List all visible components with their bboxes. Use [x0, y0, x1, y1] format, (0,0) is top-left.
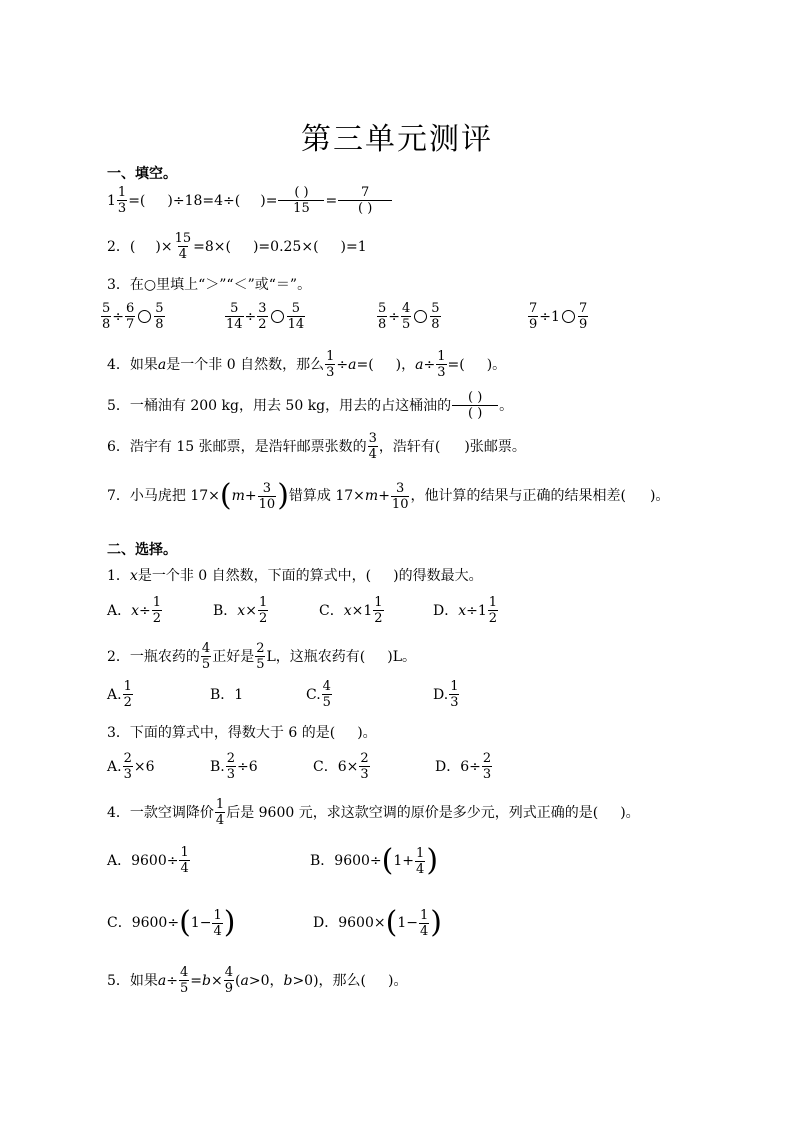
fraction: $\frac{1}{4}$	[215, 797, 225, 828]
choice-q2-option-a[interactable]: A. $\frac{1}{2}$	[107, 679, 132, 710]
section-choice-heading: 二、选择。	[107, 542, 177, 558]
choice-q2: 2．一瓶农药的 $\frac{4}{5}$ 正好是 $\frac{2}{5}$ L，这瓶农药有( )L。	[107, 641, 417, 672]
fraction-blank: $\frac{7}{( )}$	[338, 186, 392, 215]
compare-1: $\frac{5}{8}$ ÷ $\frac{6}{7}$ $\frac{5}{8}$	[102, 301, 164, 332]
choice-q1-option-b[interactable]: B． x × $\frac{1}{2}$	[213, 595, 268, 626]
q1-text: )=	[260, 192, 278, 209]
fill-q6: 6．浩宇有 15 张邮票，是浩轩邮票张数的 $\frac{3}{4}$ ，浩轩有( )张邮票。	[107, 431, 526, 462]
fraction: $\frac{4}{5}$	[322, 679, 331, 710]
choice-q4-option-a[interactable]: A．9600÷ $\frac{1}{4}$	[107, 845, 189, 876]
choice-q4-option-b[interactable]: B．9600÷ ( 1 + $\frac{1}{4}$ )	[310, 843, 439, 878]
choice-q3-option-d[interactable]: D．6÷ $\frac{2}{3}$	[435, 751, 492, 782]
fraction: $\frac{1}{4}$	[213, 907, 222, 939]
choice-q1-option-c[interactable]: C． x × 1 $\frac{1}{2}$	[319, 595, 383, 626]
fraction: $\frac{1}{2}$	[374, 595, 383, 626]
fraction: $\frac{3}{10}$	[391, 480, 409, 512]
fraction: $\frac{2}{5}$	[256, 641, 265, 672]
compare-circle[interactable]	[271, 310, 284, 323]
fraction: $\frac{2}{3}$	[482, 751, 492, 782]
fraction: $\frac{15}{4}$	[174, 231, 192, 262]
choice-q4-option-c[interactable]: C．9600÷ ( 1 − $\frac{1}{4}$ )	[107, 905, 236, 940]
fraction: $\frac{7}{9}$	[578, 301, 588, 332]
compare-4: $\frac{7}{9}$ ÷ 1 $\frac{7}{9}$	[529, 301, 588, 332]
fraction: $\frac{1}{4}$	[416, 845, 425, 877]
fraction: $\frac{2}{3}$	[226, 751, 236, 782]
fill-q1	[107, 186, 393, 215]
fraction: $\frac{3}{4}$	[368, 431, 377, 462]
compare-circle[interactable]	[414, 310, 427, 323]
fill-q3: 3．在○里填上“＞”“＜”或“＝”。	[107, 277, 312, 293]
fraction: $\frac{1}{3}$	[117, 185, 127, 216]
q2-text: 2．(	[107, 238, 136, 255]
fraction: $\frac{1}{3}$	[450, 679, 459, 710]
choice-q1-option-d[interactable]: D． x ÷ 1 $\frac{1}{2}$	[433, 595, 498, 626]
fill-q2	[107, 232, 367, 261]
section-fill-heading: 一、填空。	[107, 166, 177, 182]
choice-q2-option-b[interactable]: B．1	[210, 687, 244, 703]
choice-q1: 1． x 是一个非 0 自然数，下面的算式中，( )的得数最大。	[107, 568, 483, 584]
fraction: $\frac{6}{7}$	[126, 301, 135, 332]
fraction: $\frac{5}{8}$	[431, 301, 440, 332]
q1-text: =	[325, 192, 338, 209]
fraction: $\frac{1}{4}$	[419, 907, 429, 939]
choice-q3: 3．下面的算式中，得数大于 6 的是( )。	[107, 725, 377, 741]
choice-q3-option-b[interactable]: B. $\frac{2}{3}$ ÷ 6	[210, 751, 258, 782]
fraction: $\frac{1}{3}$	[437, 349, 446, 380]
fraction: $\frac{1}{2}$	[152, 595, 162, 626]
fraction: $\frac{1}{2}$	[123, 679, 132, 710]
fraction: $\frac{3}{10}$	[258, 480, 276, 512]
fraction: $\frac{3}{2}$	[258, 301, 267, 332]
choice-q2-option-c[interactable]: C. $\frac{4}{5}$	[306, 679, 331, 710]
fraction: $\frac{4}{9}$	[224, 965, 234, 996]
fraction: $\frac{1}{3}$	[326, 349, 335, 380]
fraction: $\frac{5}{8}$	[155, 301, 164, 332]
q2-text: )=0.25×(	[252, 238, 319, 255]
fraction: $\frac{5}{8}$	[378, 301, 387, 332]
q2-text: )×	[155, 238, 173, 255]
compare-3: $\frac{5}{8}$ ÷ $\frac{4}{5}$ $\frac{5}{8}$	[378, 301, 440, 332]
choice-q4-option-d[interactable]: D．9600× ( 1 − $\frac{1}{4}$ )	[313, 905, 442, 940]
choice-q5: 5．如果 a ÷ $\frac{4}{5}$ = b × $\frac{4}{9}$ ( a >0， b >0)，那么( )。	[107, 965, 408, 996]
fraction: $\frac{1}{4}$	[180, 845, 189, 876]
q1-text: =(	[128, 192, 146, 209]
fraction: $\frac{4}{5}$	[201, 641, 211, 672]
fraction: $\frac{2}{3}$	[123, 751, 132, 782]
fraction: $\frac{7}{9}$	[529, 301, 538, 332]
choice-q2-option-d[interactable]: D. $\frac{1}{3}$	[433, 679, 459, 710]
choice-q3-option-c[interactable]: C．6× $\frac{2}{3}$	[313, 751, 369, 782]
compare-circle[interactable]	[138, 310, 151, 323]
q2-text: =8×(	[193, 238, 231, 255]
choice-q3-option-a[interactable]: A. $\frac{2}{3}$ × 6	[107, 751, 155, 782]
fraction: $\frac{2}{3}$	[360, 751, 369, 782]
fraction: $\frac{4}{5}$	[402, 301, 411, 332]
q1-whole: 1	[107, 192, 116, 209]
choice-q1-option-a[interactable]: A． x ÷ $\frac{1}{2}$	[107, 595, 162, 626]
fraction-blank: $\frac{( )}{15}$	[278, 186, 324, 215]
compare-circle[interactable]	[562, 310, 575, 323]
fill-q4: 4．如果 a 是一个非 0 自然数，那么 $\frac{1}{3}$ ÷ a =( )， a ÷ $\frac{1}{3}$ =( )。	[107, 349, 507, 380]
page-title: 第三单元测评	[301, 122, 493, 157]
fraction: $\frac{1}{2}$	[488, 595, 498, 626]
fill-q5: 5．一桶油有 200 kg，用去 50 kg，用去的占这桶油的 $\frac{( )}{( )}$ 。	[107, 390, 514, 421]
fraction: $\frac{5}{14}$	[287, 301, 305, 332]
fraction: $\frac{5}{14}$	[226, 301, 243, 332]
fraction-blank: $\frac{( )}{( )}$	[452, 391, 498, 420]
fraction: $\frac{5}{8}$	[102, 301, 111, 332]
fraction: $\frac{1}{2}$	[258, 595, 268, 626]
fraction: $\frac{4}{5}$	[180, 965, 189, 996]
choice-q4: 4．一款空调降价 $\frac{1}{4}$ 后是 9600 元，求这款空调的原价是多少元，列式正确的是( )。	[107, 797, 640, 828]
q1-text: )÷18=4÷(	[167, 192, 241, 209]
q2-text: )=1	[340, 238, 367, 255]
fill-q7: 7．小马虎把 17× ( m + $\frac{3}{10}$ ) 错算成 17× m + $\frac{3}{10}$ ，他计算的结果与正确的结果相差( )。	[107, 478, 670, 513]
compare-2: $\frac{5}{14}$ ÷ $\frac{3}{2}$ $\frac{5}{14}$	[226, 301, 305, 332]
